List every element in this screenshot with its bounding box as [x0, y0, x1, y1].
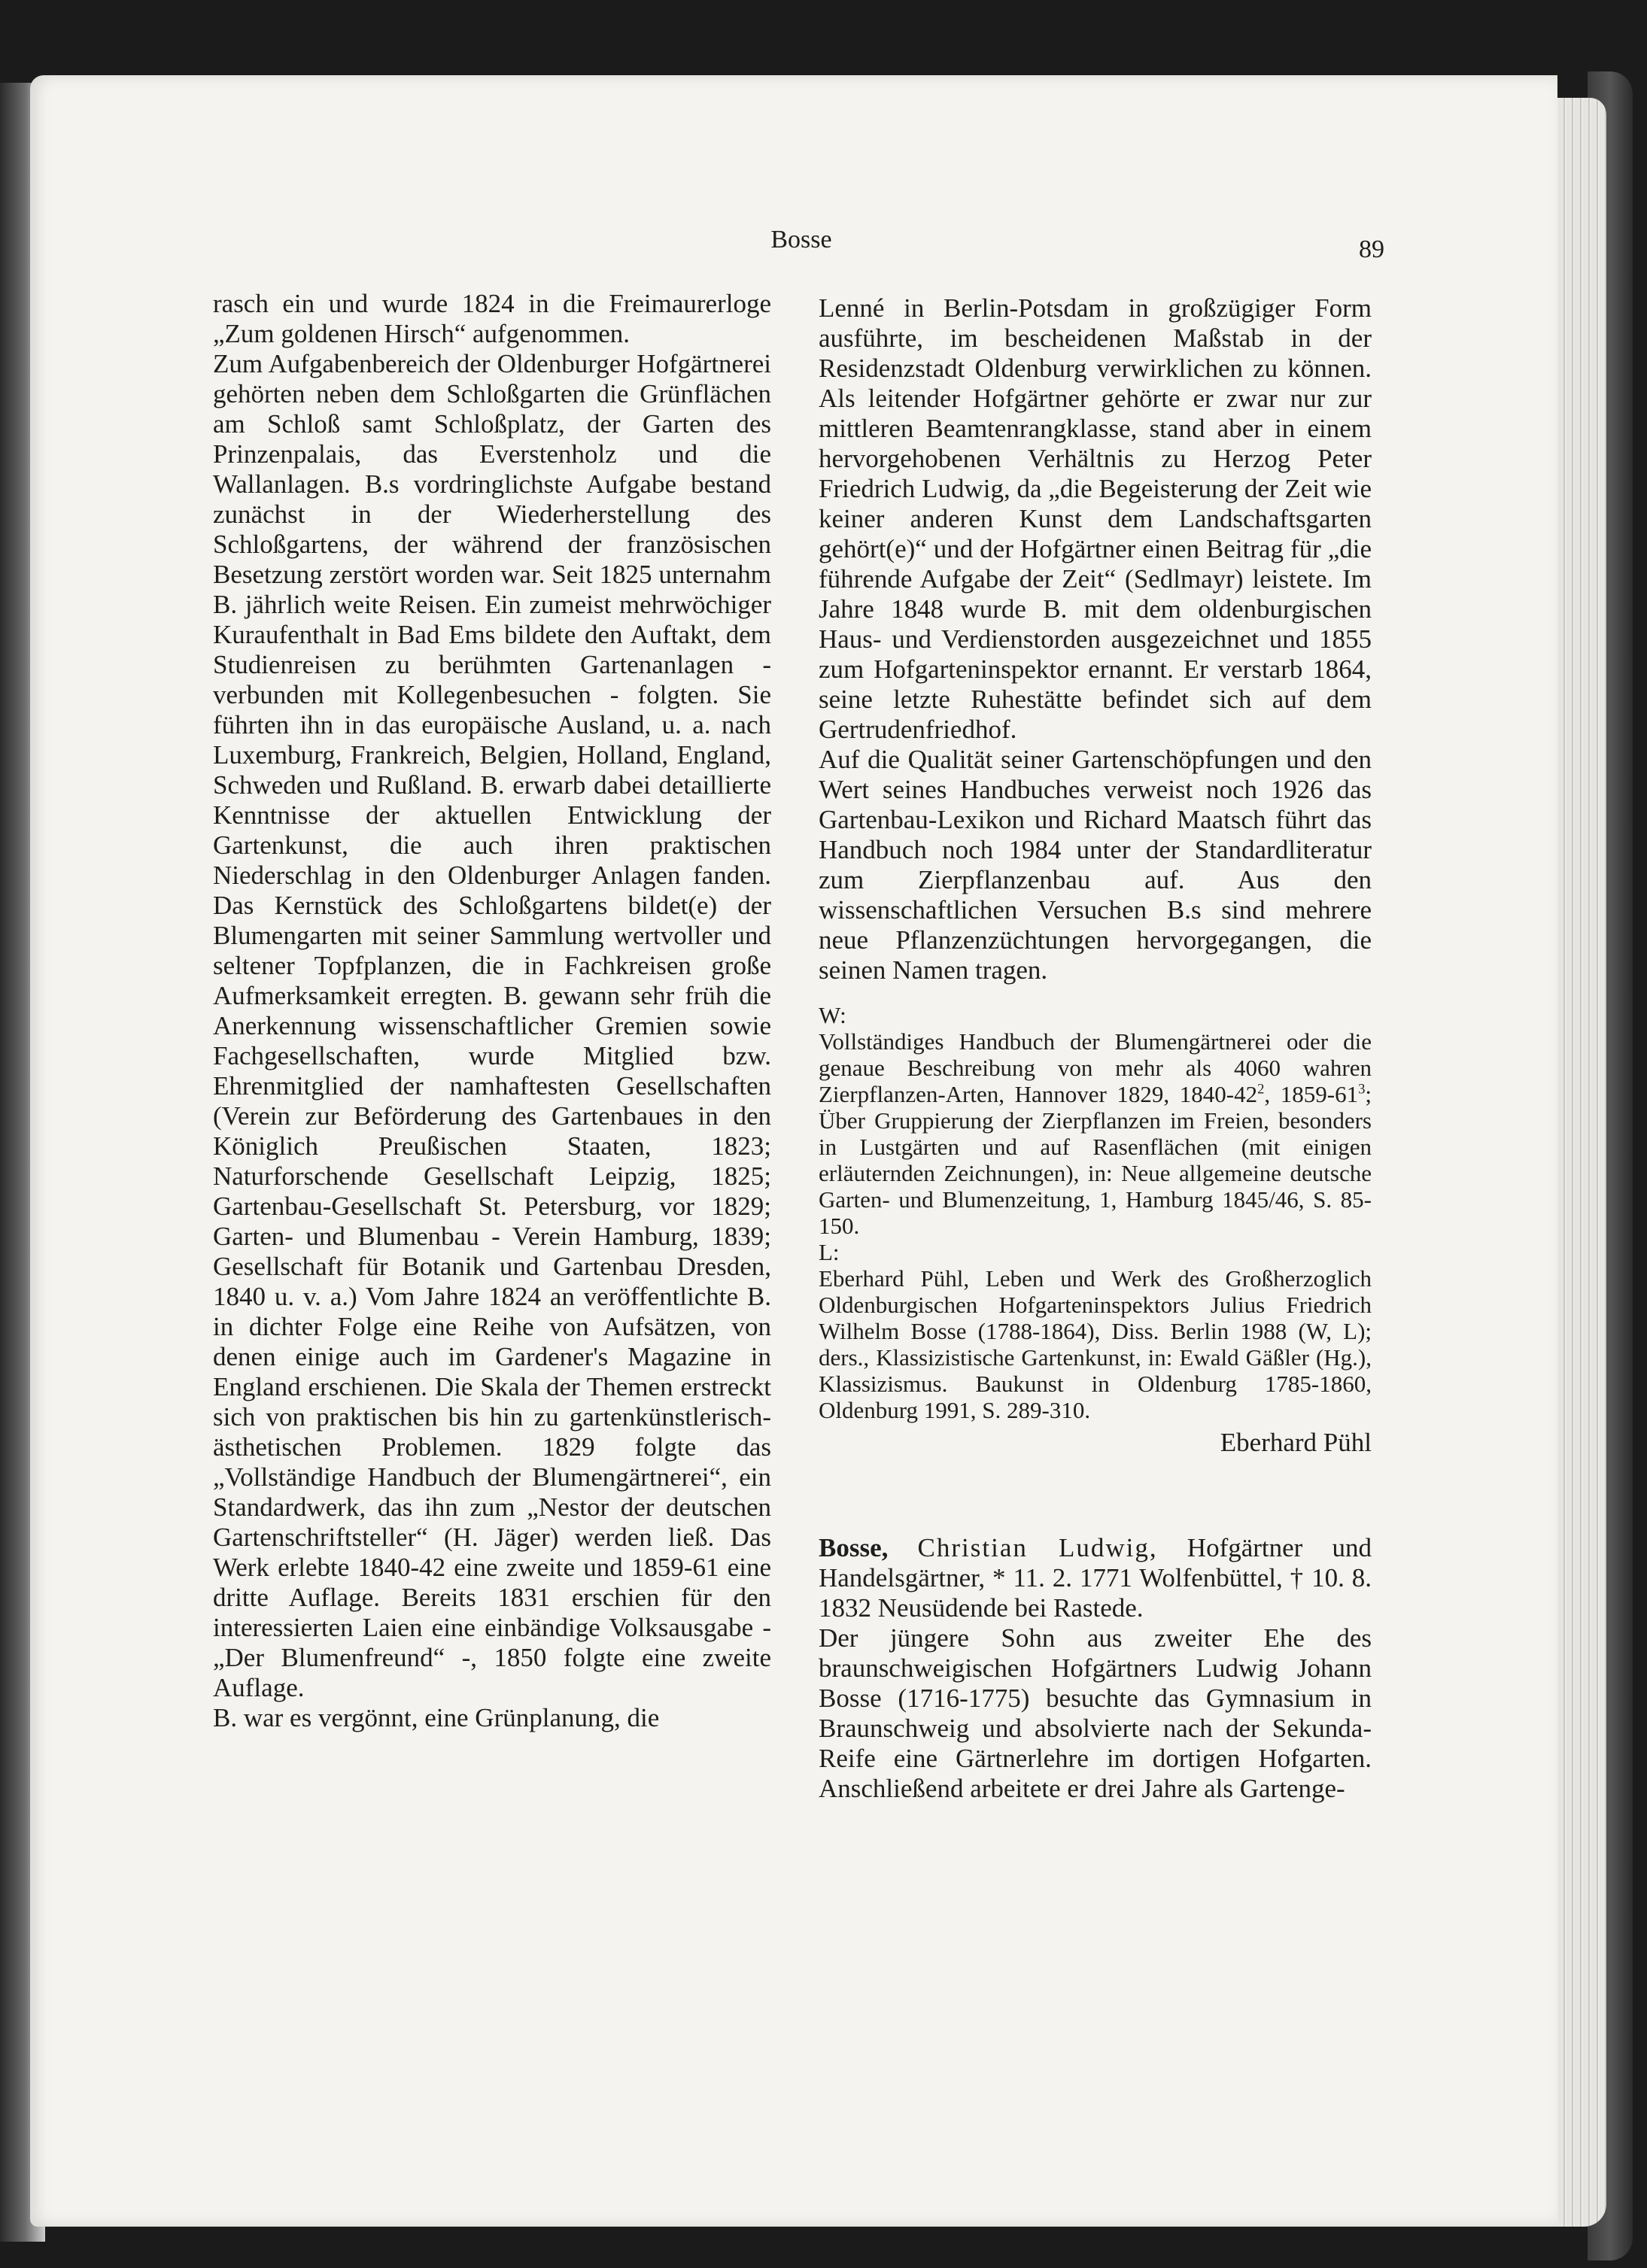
page-number: 89: [1359, 235, 1384, 263]
paragraph: Der jüngere Sohn aus zweiter Ehe des braunschweigischen Hofgärtners Ludwig Johann Bosse (1716-1775) besuchte das Gymnasium in Braunschweig und absolvierte nach der Sekunda-Reife eine Gärtnerlehre im dortigen Hofgarten. Anschließend arbeitete er drei Jahre als Gartenge-: [819, 1623, 1372, 1803]
new-entry: [819, 1533, 1372, 1623]
entry-description: Hofgärtner und Handelsgärtner, * 11. 2. 1771 Wolfenbüttel, † 10. 8. 1832 Neusüdende bei Rastede.: [819, 1533, 1372, 1623]
author-signature: Eberhard Pühl: [1220, 1428, 1372, 1457]
works-text: Vollständiges Handbuch der Blumengärtnerei oder die genaue Beschreibung von mehr als 4060 wahren Zierpflanzen-Arten, Hannover 1829, 1840-42: [819, 1028, 1372, 1107]
literature-text: Eberhard Pühl, Leben und Werk des Großherzoglich Oldenburgischen Hofgarteninspektors Julius Friedrich Wilhelm Bosse (1788-1864), Diss. Berlin 1988 (W, L); ders., Klassizistische Gartenkunst, in: Ewald Gäßler (Hg.), Klassizismus. Baukunst in Oldenburg 1785-1860, Oldenburg 1991, S. 289-310.: [819, 1265, 1372, 1423]
left-column: [213, 289, 771, 1733]
literature-label: L:: [819, 1239, 840, 1265]
running-header: Bosse: [770, 226, 832, 254]
works-section: [819, 1002, 1372, 1423]
works-text: ; Über Gruppierung der Zierpflanzen im Freien, besonders in Lustgärten und auf Rasenflächen (mit einigen erläuternden Zeichnungen), in: Neue allgemeine deutsche Garten- und Blumenzeitung, 1, Hamburg 1845/46, S. 85-150.: [819, 1081, 1372, 1239]
edition-superscript: 3: [1358, 1081, 1366, 1098]
works-text: , 1859-61: [1264, 1081, 1359, 1107]
paragraph: Lenné in Berlin-Potsdam in großzügiger Form ausführte, im bescheidenen Maßstab in der Residenzstadt Oldenburg verwirklichen zu können. Als leitender Hofgärtner gehörte er zwar nur zur mittleren Beamtenrangklasse, stand aber in einem hervorgehobenen Verhältnis zu Herzog Peter Friedrich Ludwig, da „die Begeisterung der Zeit wie keiner anderen Kunst dem Landschaftsgarten gehört(e)“ und der Hofgärtner einen Beitrag für „die führende Aufgabe der Zeit“ (Sedlmayr) leistete. Im Jahre 1848 wurde B. mit dem oldenburgischen Haus- und Verdienstorden ausgezeichnet und 1855 zum Hofgarteninspektor ernannt. Er verstarb 1864, seine letzte Ruhestätte befindet sich auf dem Gertrudenfriedhof.: [819, 293, 1372, 744]
paragraph: B. war es vergönnt, eine Grünplanung, die: [213, 1703, 660, 1732]
paragraph: rasch ein und wurde 1824 in die Freimaurerloge „Zum goldenen Hirsch“ aufgenommen.: [213, 289, 771, 348]
entry-given-names: Christian Ludwig,: [917, 1533, 1158, 1562]
paragraph: Zum Aufgabenbereich der Oldenburger Hofgärtnerei gehörten neben dem Schloßgarten die Grünflächen am Schloß samt Schloßplatz, der Garten des Prinzenpalais, das Everstenholz und die Wallanlagen. B.s vordringlichste Aufgabe bestand zunächst in der Wiederherstellung des Schloßgartens, der während der französischen Besetzung zerstört worden war. Seit 1825 unternahm B. jährlich weite Reisen. Ein zumeist mehrwöchiger Kuraufenthalt in Bad Ems bildete den Auftakt, dem Studienreisen zu berühmten Gartenanlagen - verbunden mit Kollegenbesuchen - folgten. Sie führten ihn in das europäische Ausland, u. a. nach Luxemburg, Frankreich, Belgien, Holland, England, Schweden und Rußland. B. erwarb dabei detaillierte Kenntnisse der aktuellen Entwicklung der Gartenkunst, die auch ihren praktischen Niederschlag in den Oldenburger Anlagen fanden. Das Kernstück des Schloßgartens bildet(e) der Blumengarten mit seiner Sammlung wertvoller und seltener Topfplanzen, die in Fachkreisen große Aufmerksamkeit erregten. B. gewann sehr früh die Anerkennung wissenschaftlicher Gremien sowie Fachgesellschaften, wurde Mitglied bzw. Ehrenmitglied der namhaftesten Gesellschaften (Verein zur Beförderung des Gartenbaues in den Königlich Preußischen Staaten, 1823; Naturforschende Gesellschaft Leipzig, 1825; Gartenbau-Gesellschaft St. Petersburg, vor 1829; Garten- und Blumenbau - Verein Hamburg, 1839; Gesellschaft für Botanik und Gartenbau Dresden, 1840 u. v. a.) Vom Jahre 1824 an veröffentlichte B. in dichter Folge eine Reihe von Aufsätzen, von denen einige auch im Gardener's Magazine in England erschienen. Die Skala der Themen erstreckt sich von praktischen bis hin zu gartenkünstlerisch-ästhetischen Problemen. 1829 folgte das „Vollständige Handbuch der Blumengärtnerei“, ein Standardwerk, das ihn zum „Nestor der deutschen Gartenschriftsteller“ (H. Jäger) werden ließ. Das Werk erlebte 1840-42 eine zweite und 1859-61 eine dritte Auflage. Bereits 1831 erschien für den interessierten Laien eine einbändige Volksausgabe - „Der Blumenfreund“ -, 1850 folgte eine zweite Auflage.: [213, 349, 771, 1702]
works-label: W:: [819, 1002, 846, 1028]
right-column: [819, 293, 1372, 1804]
entry-surname: Bosse,: [819, 1533, 889, 1562]
edition-superscript: 2: [1257, 1081, 1265, 1098]
paragraph: Auf die Qualität seiner Gartenschöpfungen und den Wert seines Handbuches verweist noch 1926 das Gartenbau-Lexikon und Richard Maatsch führt das Handbuch noch 1984 unter der Standardliteratur zum Zierpflanzenbau auf. Aus den wissenschaftlichen Versuchen B.s sind mehrere neue Pflanzenzüchtungen hervorgegangen, die seinen Namen tragen.: [819, 745, 1372, 985]
